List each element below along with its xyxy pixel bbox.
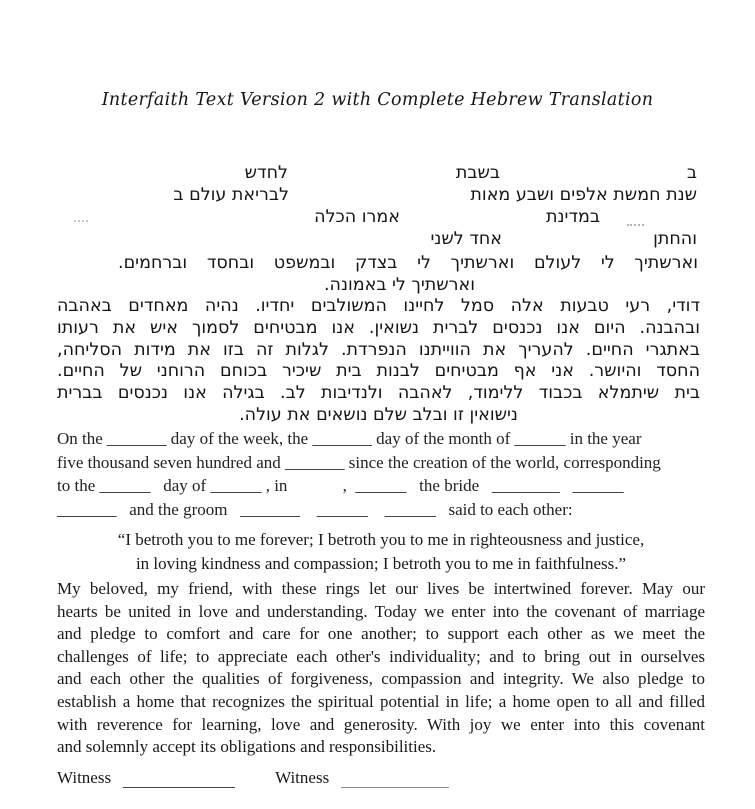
hebrew-betrothal-verse-2 — [0, 275, 755, 297]
hebrew-vows-paragraph — [57, 296, 700, 427]
hebrew-day-letter: ב — [686, 163, 697, 183]
page-title: Interfaith Text Version 2 with Complete Hebrew Translation — [101, 90, 654, 110]
english-paragraph-line: and solemnly accept its obligations and responsibilities. — [57, 737, 437, 757]
hebrew-amru-hakala: אמרו הכלה — [314, 207, 400, 227]
english-fillin-line: On the _______ day of the week, the _______ day of the month of ______ in the year — [57, 429, 642, 448]
faded-fillin-line — [627, 224, 644, 226]
hebrew-bimdinat: במדינת — [546, 207, 600, 227]
english-paragraph-line: challenges of life; to appreciate each other's individuality; and to bring out in ourselves — [57, 646, 705, 666]
hebrew-beshabbat: בשבת — [455, 163, 500, 183]
english-paragraph-line: and each other the qualities of forgiveness, compassion and integrity. We also pledge to — [57, 669, 705, 689]
witness-row — [57, 768, 449, 788]
english-paragraph-line: establish a home that recognizes the spiritual potential in life; a home open to all and filled — [57, 691, 705, 711]
witness-signature-line-2 — [341, 772, 449, 788]
english-paragraph-line: My beloved, my friend, with these rings let our lives be intertwined forever. May our — [57, 579, 705, 598]
hebrew-echad-lesheni: אחד לשני — [430, 229, 502, 249]
hebrew-verse2-text: וארשתיך לי באמונה. — [323, 275, 475, 295]
witness-signature-line-1 — [123, 772, 235, 788]
hebrew-names-line — [0, 229, 755, 251]
faded-fillin-line — [74, 220, 88, 222]
witness-label-2: Witness — [275, 768, 330, 787]
hebrew-year-text: שנת חמשת אלפים ושבע מאות — [470, 185, 697, 205]
hebrew-date-line-2 — [0, 185, 755, 207]
english-fillin-line: _______ and the groom _______ ______ ______ said to each other: — [57, 499, 573, 519]
witness-label-1: Witness — [57, 768, 112, 787]
english-fillin-line: five thousand seven hundred and _______ since the creation of the world, corresponding — [57, 452, 661, 472]
english-paragraph-line: hearts be united in love and understanding. Today we enter into the covenant of marriage — [57, 601, 705, 621]
english-paragraph-line: with reverence for learning, love and generosity. With joy we enter into this covenant — [57, 714, 705, 734]
hebrew-vehechatan: והחתן — [653, 229, 697, 249]
hebrew-paragraph-line: דודי, רעי טבעות אלה סמל לחיינו המשולבים יחדיו. נהיה מאחדים באהבה — [57, 296, 700, 316]
english-date-section — [57, 427, 709, 521]
hebrew-paragraph-line: נישואין זו ובלב שלם נושאים את עולה. — [239, 404, 518, 425]
hebrew-paragraph-line: החסד והיושר. אני אף מבטיחים לבנות בית שיכיר בכוחם הרוחני של החיים. — [57, 361, 700, 382]
hebrew-lachodesh: לחדש — [244, 163, 288, 183]
quote-line: in loving kindness and compassion; I betroth you to me in faithfulness.” — [135, 553, 627, 573]
english-fillin-line: to the ______ day of ______ , in , ______ the bride ________ ______ — [57, 476, 624, 495]
betrothal-quote — [57, 528, 705, 575]
english-paragraph-line: and pledge to comfort and care for one another; to support each other as we meet the — [57, 624, 705, 644]
hebrew-date-line-1 — [0, 163, 755, 185]
english-vows-paragraph — [57, 578, 705, 759]
hebrew-paragraph-line: באתגרי החיים. להעריך את הווייתנו הנפרדת. לגלות זה בזו את מידות הסליחה, — [57, 339, 700, 360]
hebrew-creation-text: לבריאת עולם ב — [173, 185, 289, 205]
hebrew-paragraph-line: ובהבנה. היום אנו נכנסים לברית נשואין. אנו מבטיחים לסמוך איש את רעותו — [57, 317, 700, 338]
quote-line: “I betroth you to me forever; I betroth you to me in righteousness and justice, — [117, 530, 645, 549]
hebrew-betrothal-verse-1: וארשתיך לי לעולם וארשתיך לי בצדק ובמשפט ובחסד וברחמים. — [118, 253, 698, 273]
hebrew-paragraph-line: בית שיתמלא בכבוד ללימוד, לאהבה ולנדיבות לב. בגילה אנו נכנסים בברית — [57, 383, 700, 404]
